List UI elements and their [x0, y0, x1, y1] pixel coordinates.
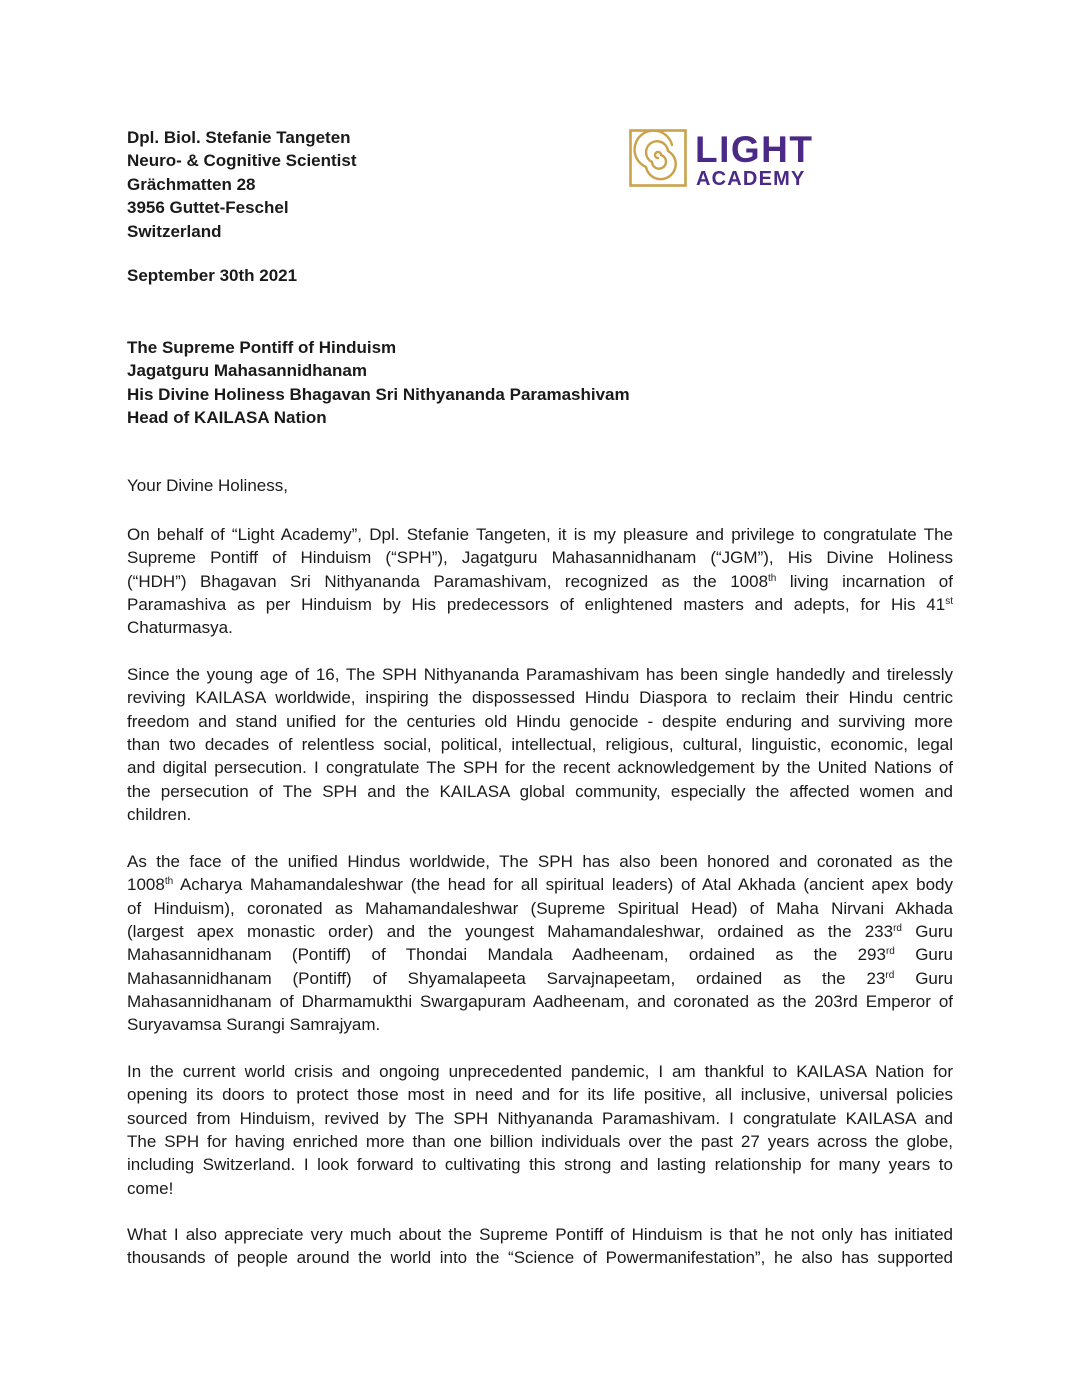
line-text: (“HDH”) Bhagavan Sri Nithyananda Paramashivam, recognized as the 1008: [127, 571, 769, 591]
paragraph-line: As the face of the unified Hindus worldwide, The SPH has also been honored and coronated as the: [127, 852, 953, 871]
paragraph-line: [127, 967, 953, 990]
sender-city: 3956 Guttet-Feschel: [127, 198, 289, 218]
paragraph-gratitude: [127, 1060, 953, 1200]
paragraph-line: Chaturmasya.: [127, 618, 233, 638]
letter-date: September 30th 2021: [127, 266, 298, 285]
recipient-line: His Divine Holiness Bhagavan Sri Nithyananda Paramashivam: [127, 384, 630, 404]
paragraph-line: thousands of people around the world into the “Science of Powermanifestation”, he also has supported: [127, 1248, 953, 1268]
paragraph-line: Since the young age of 16, The SPH Nithyananda Paramashivam has been single handedly and tirelessly: [127, 665, 953, 684]
ordinal-suffix: st: [945, 596, 953, 608]
paragraph-line: [127, 920, 953, 943]
line-text: (largest apex monastic order) and the youngest Mahamandaleshwar, ordained as the 233: [127, 922, 894, 942]
recipient-address: [127, 336, 630, 430]
paragraph-line: Mahasannidhanam of Dharmamukthi Swargapuram Aadheenam, and coronated as the 203rd Emperor of: [127, 992, 953, 1012]
paragraph-line: the persecution of The SPH and the KAILASA global community, especially the affected women and: [127, 781, 953, 801]
paragraph-congratulation: [127, 523, 953, 640]
recipient-line: Head of KAILASA Nation: [127, 408, 327, 428]
paragraph-line: Suryavamsa Surangi Samrajyam.: [127, 1015, 381, 1035]
ordinal-suffix: rd: [893, 923, 902, 935]
ordinal-suffix: rd: [885, 969, 895, 981]
paragraph-line: children.: [127, 805, 192, 825]
paragraph-line: than two decades of relentless social, political, intellectual, religious, cultural, linguistic, economic, legal: [127, 735, 953, 755]
paragraph-honors: [127, 850, 953, 1037]
paragraph-line: [127, 873, 953, 896]
paragraph-history: [127, 663, 953, 826]
line-text: Paramashiva as per Hinduism by His predecessors of enlightened masters and adepts, for His 41: [127, 595, 946, 615]
paragraph-line: including Switzerland. I look forward to cultivating this strong and lasting relationship for many years to: [127, 1155, 953, 1175]
spiral-icon: [631, 131, 686, 186]
ordinal-suffix: th: [164, 876, 174, 888]
paragraph-line: sourced from Hinduism, revived by The SPH Nithyananda Paramashivam. I congratulate KAILASA and: [127, 1108, 953, 1128]
paragraph-line: opening its doors to protect those most in need and for its life positive, all inclusive, universal policies: [127, 1085, 953, 1105]
line-text: living incarnation of: [776, 571, 953, 591]
paragraph-line: [127, 570, 953, 593]
paragraph-appreciation: [127, 1223, 953, 1270]
paragraph-line: On behalf of “Light Academy”, Dpl. Stefanie Tangeten, it is my pleasure and privilege to congratulate The: [127, 525, 953, 544]
paragraph-line: reviving KAILASA worldwide, inspiring the dispossessed Hindu Diaspora to reclaim their Hindu centric: [127, 688, 953, 708]
paragraph-line: freedom and stand unified for the centuries old Hindu genocide - despite enduring and surviving more: [127, 711, 953, 731]
ordinal-suffix: rd: [885, 946, 895, 958]
light-academy-logo: [629, 128, 829, 190]
paragraph-line: of Hinduism), coronated as Mahamandaleshwar (Supreme Spiritual Head) of Maha Nirvani Akhada: [127, 898, 953, 918]
line-text: 1008: [127, 875, 165, 895]
salutation: Your Divine Holiness,: [127, 476, 288, 495]
sender-address: [127, 126, 357, 243]
recipient-line: Jagatguru Mahasannidhanam: [127, 361, 367, 381]
paragraph-line: Supreme Pontiff of Hinduism (“SPH”), Jagatguru Mahasannidhanam (“JGM”), His Divine Holiness: [127, 548, 953, 568]
paragraph-line: [127, 593, 953, 616]
line-text: Mahasannidhanam (Pontiff) of Thondai Mandala Aadheenam, ordained as the 293: [127, 945, 886, 965]
logo-word-academy: ACADEMY: [696, 168, 806, 190]
sender-title: Neuro- & Cognitive Scientist: [127, 151, 357, 171]
line-text: Guru: [902, 922, 953, 942]
logo-word-light: LIGHT: [695, 129, 814, 170]
paragraph-line: [127, 943, 953, 966]
paragraph-line: come!: [127, 1178, 174, 1198]
line-text: Guru: [894, 945, 953, 965]
recipient-line: The Supreme Pontiff of Hinduism: [127, 338, 397, 357]
line-text: Mahasannidhanam (Pontiff) of Shyamalapeeta Sarvajnapeetam, ordained as the 23: [127, 968, 886, 988]
line-text: Guru: [894, 968, 953, 988]
paragraph-line: and digital persecution. I congratulate The SPH for the recent acknowledgement by the United Nations of: [127, 758, 953, 778]
ordinal-suffix: th: [768, 572, 777, 584]
logo-graphic: [629, 128, 829, 190]
line-text: Acharya Mahamandaleshwar (the head for all spiritual leaders) of Atal Akhada (ancient apex body: [173, 875, 953, 895]
paragraph-line: In the current world crisis and ongoing unprecedented pandemic, I am thankful to KAILASA Nation for: [127, 1062, 953, 1081]
paragraph-line: What I also appreciate very much about the Supreme Pontiff of Hinduism is that he not only has initiated: [127, 1225, 953, 1244]
paragraph-line: The SPH for having enriched more than one billion individuals over the past 27 years across the globe,: [127, 1132, 953, 1152]
sender-country: Switzerland: [127, 221, 222, 241]
sender-street: Grächmatten 28: [127, 174, 256, 194]
sender-name: Dpl. Biol. Stefanie Tangeten: [127, 128, 351, 147]
